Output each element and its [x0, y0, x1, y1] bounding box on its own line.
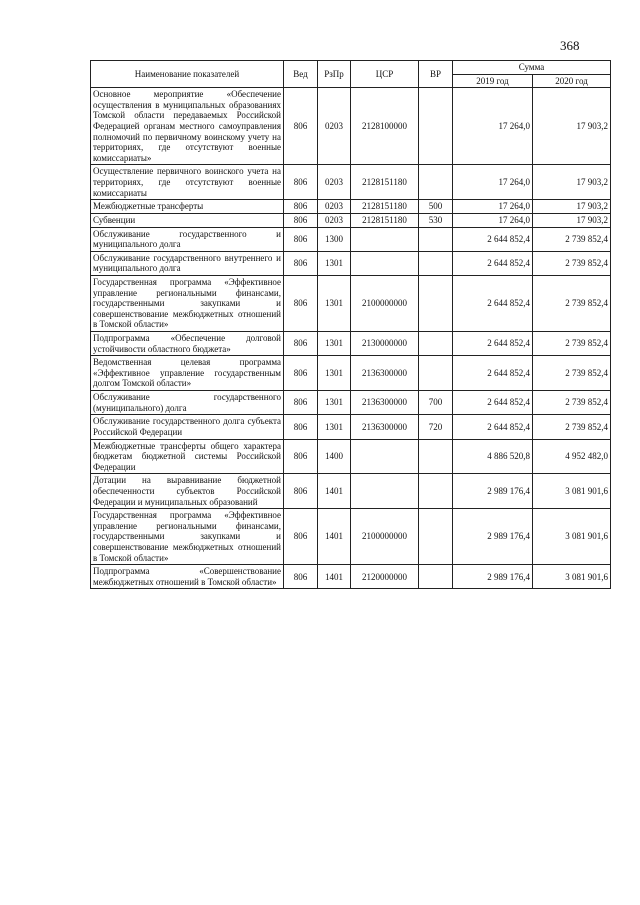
header-csr: ЦСР: [351, 61, 419, 88]
cell-vr: [419, 88, 453, 165]
cell-rzpr: 0203: [318, 165, 351, 200]
cell-vr: 720: [419, 415, 453, 439]
cell-rzpr: 1401: [318, 509, 351, 565]
table-row: [91, 200, 611, 214]
cell-y2020: 2 739 852,4: [533, 415, 611, 439]
cell-y2019: 2 989 176,4: [453, 474, 533, 509]
cell-y2020: 3 081 901,6: [533, 509, 611, 565]
cell-vr: [419, 165, 453, 200]
cell-y2020: 2 739 852,4: [533, 391, 611, 415]
cell-y2019: 2 644 852,4: [453, 332, 533, 356]
cell-name: Ведомственная целевая программа «Эффективное управление государственным долгом Томской области»: [91, 356, 284, 391]
cell-csr: 2136300000: [351, 415, 419, 439]
table-row: [91, 88, 611, 165]
cell-rzpr: 1301: [318, 356, 351, 391]
cell-csr: [351, 251, 419, 275]
cell-y2019: 17 264,0: [453, 88, 533, 165]
cell-y2020: 3 081 901,6: [533, 474, 611, 509]
cell-csr: 2128100000: [351, 88, 419, 165]
cell-y2020: 17 903,2: [533, 165, 611, 200]
cell-csr: [351, 227, 419, 251]
table-row: [91, 213, 611, 227]
cell-rzpr: 1300: [318, 227, 351, 251]
header-row: [91, 61, 611, 75]
cell-ved: 806: [284, 88, 318, 165]
cell-vr: [419, 509, 453, 565]
cell-name: Обслуживание государственного (муниципального) долга: [91, 391, 284, 415]
cell-ved: 806: [284, 165, 318, 200]
cell-csr: 2120000000: [351, 565, 419, 589]
table-row: [91, 439, 611, 474]
cell-name: Обслуживание государственного внутреннего и муниципального долга: [91, 251, 284, 275]
cell-y2020: 2 739 852,4: [533, 275, 611, 331]
cell-y2020: 2 739 852,4: [533, 227, 611, 251]
cell-csr: [351, 474, 419, 509]
cell-y2019: 2 989 176,4: [453, 565, 533, 589]
cell-rzpr: 1301: [318, 332, 351, 356]
cell-y2019: 17 264,0: [453, 200, 533, 214]
table-row: [91, 165, 611, 200]
page-number: 368: [560, 38, 580, 53]
header-2020: 2020 год: [533, 74, 611, 88]
cell-csr: 2136300000: [351, 356, 419, 391]
cell-y2019: 2 644 852,4: [453, 391, 533, 415]
cell-y2020: 17 903,2: [533, 88, 611, 165]
cell-vr: 530: [419, 213, 453, 227]
cell-ved: 806: [284, 227, 318, 251]
header-vr: ВР: [419, 61, 453, 88]
table-row: [91, 356, 611, 391]
header-2019: 2019 год: [453, 74, 533, 88]
table-row: [91, 227, 611, 251]
cell-csr: 2100000000: [351, 275, 419, 331]
cell-name: Обслуживание государственного долга субъекта Российской Федерации: [91, 415, 284, 439]
cell-ved: 806: [284, 415, 318, 439]
cell-rzpr: 1301: [318, 251, 351, 275]
cell-y2019: 17 264,0: [453, 213, 533, 227]
cell-y2020: 17 903,2: [533, 213, 611, 227]
cell-ved: 806: [284, 251, 318, 275]
table-row: [91, 332, 611, 356]
cell-name: Государственная программа «Эффективное управление региональными финансами, государственными закупками и совершенствование межбюджетных отношений в Томской области»: [91, 275, 284, 331]
cell-vr: [419, 332, 453, 356]
cell-y2020: 2 739 852,4: [533, 332, 611, 356]
cell-ved: 806: [284, 565, 318, 589]
cell-name: Осуществление первичного воинского учета на территориях, где отсутствуют военные комиссариаты: [91, 165, 284, 200]
cell-ved: 806: [284, 391, 318, 415]
cell-csr: [351, 439, 419, 474]
cell-y2020: 2 739 852,4: [533, 356, 611, 391]
cell-rzpr: 1401: [318, 474, 351, 509]
cell-y2019: 2 644 852,4: [453, 356, 533, 391]
cell-y2020: 17 903,2: [533, 200, 611, 214]
table-row: [91, 565, 611, 589]
table-row: [91, 509, 611, 565]
cell-rzpr: 0203: [318, 88, 351, 165]
cell-y2019: 4 886 520,8: [453, 439, 533, 474]
table-row: [91, 251, 611, 275]
budget-table: [90, 60, 611, 589]
cell-name: Межбюджетные трансферты общего характера бюджетам бюджетной системы Российской Федерации: [91, 439, 284, 474]
cell-rzpr: 1400: [318, 439, 351, 474]
cell-y2019: 2 644 852,4: [453, 251, 533, 275]
cell-vr: 700: [419, 391, 453, 415]
cell-rzpr: 1301: [318, 391, 351, 415]
cell-csr: 2136300000: [351, 391, 419, 415]
cell-y2019: 2 644 852,4: [453, 415, 533, 439]
cell-ved: 806: [284, 200, 318, 214]
table-row: [91, 275, 611, 331]
cell-name: Подпрограмма «Совершенствование межбюджетных отношений в Томской области»: [91, 565, 284, 589]
cell-csr: 2130000000: [351, 332, 419, 356]
cell-rzpr: 0203: [318, 200, 351, 214]
cell-vr: 500: [419, 200, 453, 214]
cell-rzpr: 0203: [318, 213, 351, 227]
header-sum: Сумма: [453, 61, 611, 75]
cell-y2019: 2 644 852,4: [453, 227, 533, 251]
cell-y2019: 2 644 852,4: [453, 275, 533, 331]
cell-csr: 2128151180: [351, 165, 419, 200]
cell-ved: 806: [284, 474, 318, 509]
cell-ved: 806: [284, 275, 318, 331]
cell-csr: 2100000000: [351, 509, 419, 565]
cell-y2020: 2 739 852,4: [533, 251, 611, 275]
cell-ved: 806: [284, 439, 318, 474]
cell-ved: 806: [284, 332, 318, 356]
cell-rzpr: 1401: [318, 565, 351, 589]
table-row: [91, 391, 611, 415]
cell-ved: 806: [284, 509, 318, 565]
cell-ved: 806: [284, 213, 318, 227]
cell-csr: 2128151180: [351, 213, 419, 227]
cell-rzpr: 1301: [318, 415, 351, 439]
cell-name: Дотации на выравнивание бюджетной обеспеченности субъектов Российской Федерации и муниципальных образований: [91, 474, 284, 509]
header-rzpr: РзПр: [318, 61, 351, 88]
cell-vr: [419, 227, 453, 251]
cell-vr: [419, 356, 453, 391]
cell-vr: [419, 474, 453, 509]
cell-name: Государственная программа «Эффективное управление региональными финансами, государственными закупками и совершенствование межбюджетных отношений в Томской области»: [91, 509, 284, 565]
cell-name: Межбюджетные трансферты: [91, 200, 284, 214]
cell-vr: [419, 275, 453, 331]
cell-rzpr: 1301: [318, 275, 351, 331]
cell-csr: 2128151180: [351, 200, 419, 214]
cell-y2020: 4 952 482,0: [533, 439, 611, 474]
header-name: Наименование показателей: [91, 61, 284, 88]
cell-y2019: 17 264,0: [453, 165, 533, 200]
cell-y2020: 3 081 901,6: [533, 565, 611, 589]
cell-vr: [419, 565, 453, 589]
cell-name: Субвенции: [91, 213, 284, 227]
table-row: [91, 415, 611, 439]
cell-name: Обслуживание государственного и муниципального долга: [91, 227, 284, 251]
cell-vr: [419, 439, 453, 474]
cell-vr: [419, 251, 453, 275]
table-row: [91, 474, 611, 509]
cell-ved: 806: [284, 356, 318, 391]
cell-name: Основное мероприятие «Обеспечение осуществления в муниципальных образованиях Томской области передаваемых Российской Федерацией органам местного самоуправления полномочий по первичному воинскому учету на территориях, где отсутствуют военные комиссариаты»: [91, 88, 284, 165]
header-ved: Вед: [284, 61, 318, 88]
cell-y2019: 2 989 176,4: [453, 509, 533, 565]
cell-name: Подпрограмма «Обеспечение долговой устойчивости областного бюджета»: [91, 332, 284, 356]
